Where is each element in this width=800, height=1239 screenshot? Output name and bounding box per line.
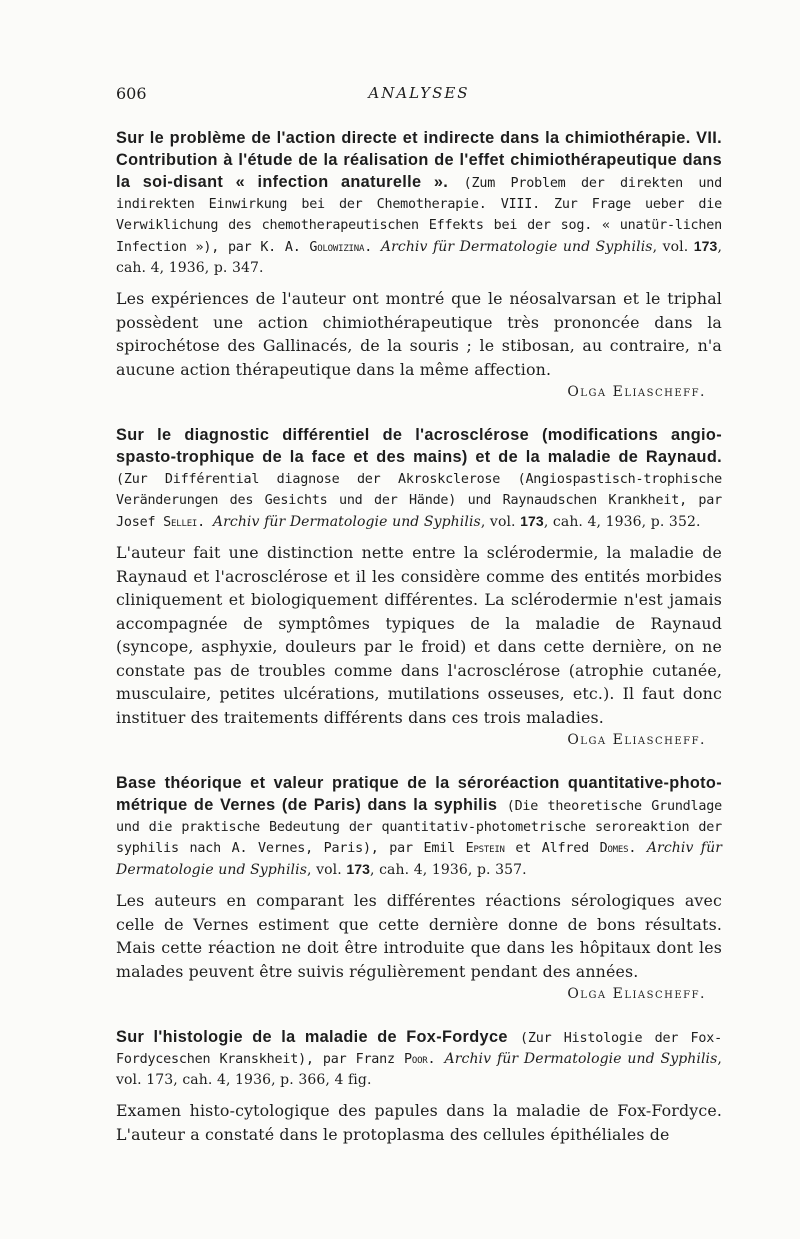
reference-text: (Zur Histologie der Fox-Fordyceschen Kranskheit), par Franz bbox=[116, 1031, 722, 1067]
journal-name: Archiv für Dermatologie und Syphilis bbox=[116, 840, 722, 878]
running-title: ANALYSES bbox=[368, 84, 470, 102]
signature: Olga Eliascheff. bbox=[567, 986, 706, 1002]
analyses-list bbox=[116, 128, 722, 1168]
analysis-entry bbox=[116, 425, 722, 751]
abstract-paragraph: L'auteur fait une distinction nette entre la sclérodermie, la maladie de Raynaud et l'acrosclérose et il les considère comme des entités morbides cliniquement et biologiquement différentes. La sclérodermie n'est jamais accompagnée de symptômes typiques de la maladie de Raynaud (syncope, asphyxie, douleurs par le froid) et dans cette dernière, on ne constate pas de troubles comme dans l'acrosclérose (atrophie cutanée, musculaire, petites ulcérations, mutilations osseuses, etc.). Il faut donc instituer des traitements différents dans ces trois maladies. bbox=[116, 543, 722, 727]
article-title: Sur l'histologie de la maladie de Fox-Fordyce bbox=[116, 1028, 508, 1046]
journal-name: Archiv für Dermatologie und Syphilis bbox=[444, 1051, 718, 1067]
bibliographic-reference: Base théorique et valeur pratique de la séroréaction quantitative-photo-métrique de Vernes (de Paris) dans la syphilis (Die theoretische Grundlage und die praktische Bedeutung der quantitativ-photometrische seroreaktion der syphilis nach A. Vernes, Paris), par Emil Epstein et Alfred Domes. Archiv für Dermatologie und Syphilis, vol. 173, cah. 4, 1936, p. 357. bbox=[116, 774, 722, 878]
reference-tail: , cah. 4, 1936, p. 357. bbox=[370, 862, 527, 878]
analysis-entry bbox=[116, 1027, 722, 1146]
article-title: Base théorique et valeur pratique de la séroréaction quantitative-photo-métrique de Vernes (de Paris) dans la syphilis bbox=[116, 774, 722, 814]
page-number: 606 bbox=[116, 84, 147, 103]
volume-number: 173 bbox=[520, 513, 544, 529]
journal-name: Archiv für Dermatologie und Syphilis bbox=[380, 239, 653, 255]
analysis-entry bbox=[116, 128, 722, 403]
reference-tail: , cah. 4, 1936, p. 347. bbox=[116, 239, 722, 276]
abstract-paragraph: Les auteurs en comparant les différentes réactions sérologiques avec celle de Vernes estiment que cette dernière donne de bons résultats. Mais cette réaction ne doit être introduite que dans les hôpitaux dont les malades peuvent être suivis régulièrement pendant des années. bbox=[116, 891, 722, 981]
bibliographic-reference: Sur le diagnostic différentiel de l'acrosclérose (modifications angio-spasto-trophique de la face et des mains) et de la maladie de Raynaud. (Zur Différential diagnose der Akroskclerose (Angiospastisch-trophische Veränderungen des Gesichts und der Hände) und Raynaudschen Krankheit, par Josef Sellei. Archiv für Dermatologie und Syphilis, vol. 173, cah. 4, 1936, p. 352. bbox=[116, 426, 722, 530]
abstract-paragraph: Examen histo-cytologique des papules dans la maladie de Fox-Fordyce. L'auteur a constaté dans le protoplasma des cellules épithéliales de bbox=[116, 1101, 722, 1144]
reference-tail: , cah. 4, 1936, p. 352. bbox=[543, 514, 701, 530]
bibliographic-reference: Sur l'histologie de la maladie de Fox-Fordyce (Zur Histologie der Fox-Fordyceschen Kranskheit), par Franz Poor. Archiv für Dermatologie und Syphilis, vol. 173, cah. 4, 1936, p. 366, 4 fig. bbox=[116, 1028, 722, 1088]
article-title: Sur le diagnostic différentiel de l'acrosclérose (modifications angio-spasto-trophique de la face et des mains) et de la maladie de Raynaud. bbox=[116, 426, 722, 466]
running-head bbox=[116, 84, 722, 108]
abstract-paragraph: Les expériences de l'auteur ont montré que le néosalvarsan et le triphal possèdent une action chimiothérapeutique très prononcée dans la spirochétose des Gallinacés, de la souris ; le stibosan, au contraire, n'a aucune action thérapeutique dans la même affection. bbox=[116, 289, 722, 379]
reference-text: (Die theoretische Grundlage und die praktische Bedeutung der quantitativ-photometrische seroreaktion der syphilis nach A. Vernes, Paris), par Emil bbox=[116, 799, 722, 856]
author-name: Epstein bbox=[465, 841, 505, 856]
analysis-entry bbox=[116, 773, 722, 1005]
author-name: Poor bbox=[404, 1052, 428, 1067]
journal-name: Archiv für Dermatologie und Syphilis bbox=[212, 514, 481, 530]
reference-text: (Zur Différential diagnose der Akroskclerose (Angiospastisch-trophische Veränderungen des Gesichts und der Hände) und Raynaudschen Krankheit, par Josef bbox=[116, 472, 722, 530]
bibliographic-reference: Sur le problème de l'action directe et indirecte dans la chimiothérapie. VII. Contribution à l'étude de la réalisation de l'effet chimiothérapeutique dans la soi-disant « infection anaturelle ». (Zum Problem der direkten und indirekten Einwirkung bei der Chemotherapie. VIII. Zur Frage ueber die Verwiklichung des chemotherapeutischen Effekts bei der sog. « unatür-lichen Infection »), par K. A. Golowizina. Archiv für Dermatologie und Syphilis, vol. 173, cah. 4, 1936, p. 347. bbox=[116, 129, 723, 276]
reference-text: (Zum Problem der direkten und indirekten Einwirkung bei der Chemotherapie. VIII. Zur Frage ueber die Verwiklichung des chemotherapeutischen Effekts bei der sog. « unatür-lichen Infection »), par K. A. bbox=[116, 176, 723, 255]
author-name: Golowizina bbox=[309, 240, 365, 255]
reference-tail: , vol. 173, cah. 4, 1936, p. 366, 4 fig. bbox=[116, 1051, 722, 1088]
signature: Olga Eliascheff. bbox=[567, 732, 706, 748]
volume-number: 173 bbox=[346, 861, 371, 877]
signature: Olga Eliascheff. bbox=[567, 384, 706, 400]
volume-number: 173 bbox=[693, 238, 718, 254]
article-title: Sur le problème de l'action directe et indirecte dans la chimiothérapie. VII. Contribution à l'étude de la réalisation de l'effet chimiothérapeutique dans la soi-disant « infection anaturelle ». bbox=[116, 129, 722, 191]
author-name: Domes bbox=[599, 841, 629, 856]
author-name: Sellei bbox=[163, 515, 198, 530]
